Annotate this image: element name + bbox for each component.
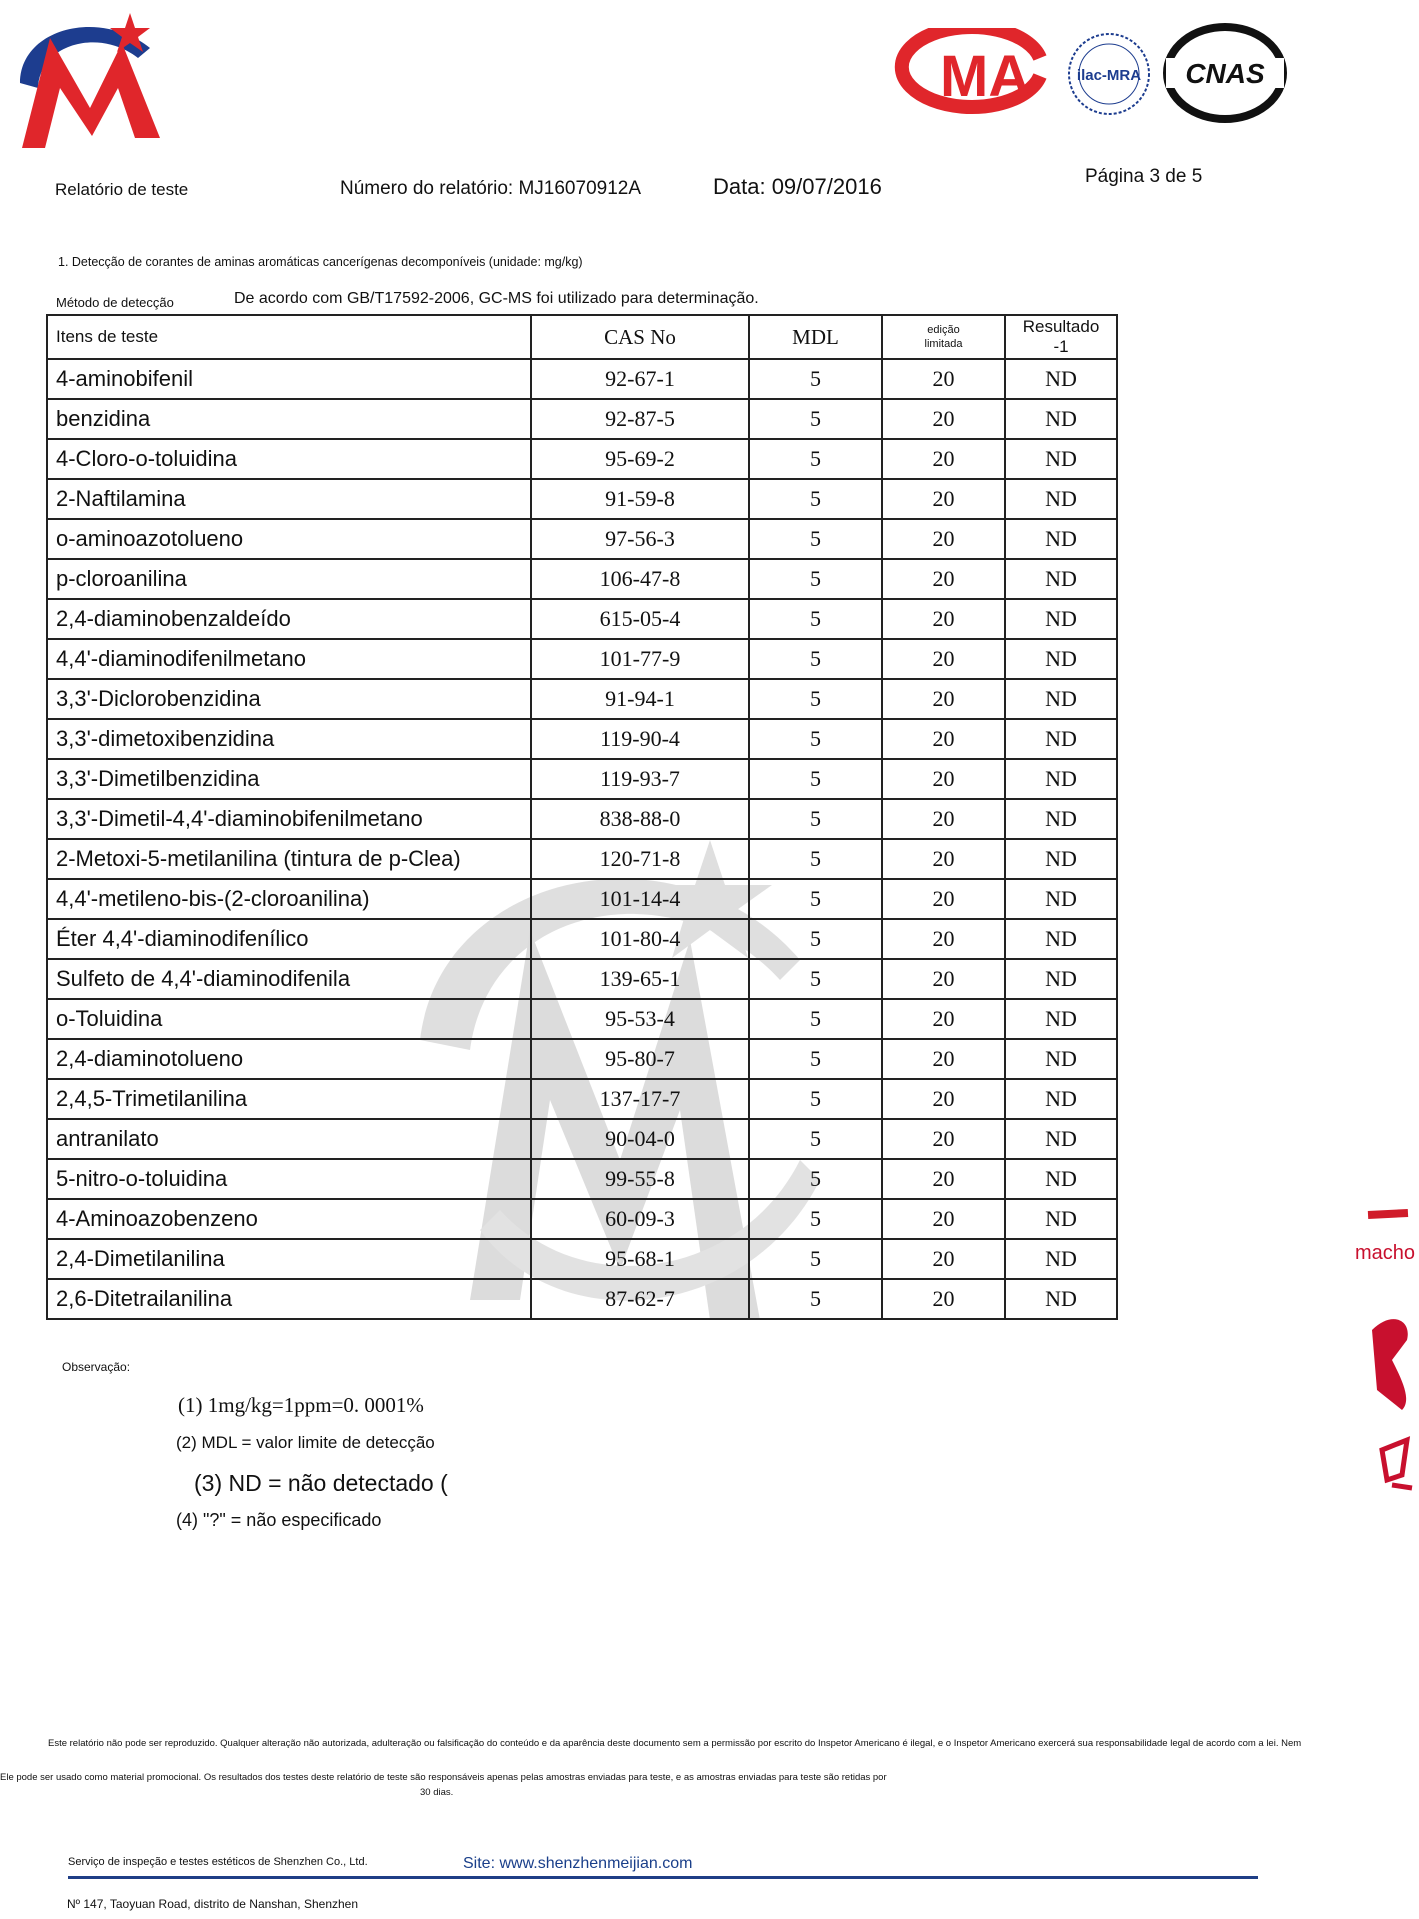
cell-item: 4,4'-diaminodifenilmetano: [47, 639, 531, 679]
footer-divider: [68, 1876, 1258, 1879]
cell-result: ND: [1005, 999, 1117, 1039]
cell-mdl: 5: [749, 1159, 882, 1199]
cell-mdl: 5: [749, 639, 882, 679]
cell-item: 2,4-diaminotolueno: [47, 1039, 531, 1079]
cell-result: ND: [1005, 1239, 1117, 1279]
cell-mdl: 5: [749, 1239, 882, 1279]
cell-mdl: 5: [749, 719, 882, 759]
cell-result: ND: [1005, 439, 1117, 479]
cell-cas: 95-53-4: [531, 999, 749, 1039]
cell-result: ND: [1005, 959, 1117, 999]
cell-item: 3,3'-dimetoxibenzidina: [47, 719, 531, 759]
cell-item: antranilato: [47, 1119, 531, 1159]
seal-stamp-fragment: [1362, 1300, 1419, 1500]
table-row: [47, 799, 1117, 839]
cell-limit: 20: [882, 799, 1005, 839]
header-result: Resultado -1: [1005, 315, 1117, 359]
cell-cas: 95-68-1: [531, 1239, 749, 1279]
cell-limit: 20: [882, 1279, 1005, 1319]
cell-mdl: 5: [749, 1119, 882, 1159]
cell-cas: 91-94-1: [531, 679, 749, 719]
cell-cas: 95-80-7: [531, 1039, 749, 1079]
cell-result: ND: [1005, 1119, 1117, 1159]
table-row: [47, 1199, 1117, 1239]
cell-cas: 137-17-7: [531, 1079, 749, 1119]
table-row: [47, 359, 1117, 399]
cell-result: ND: [1005, 399, 1117, 439]
cell-item: 4-aminobifenil: [47, 359, 531, 399]
table-row: [47, 679, 1117, 719]
company-logo: [10, 8, 175, 158]
cell-mdl: 5: [749, 679, 882, 719]
method-label: Método de detecção: [56, 295, 174, 310]
cell-cas: 139-65-1: [531, 959, 749, 999]
method-value: De acordo com GB/T17592-2006, GC-MS foi utilizado para determinação.: [234, 290, 759, 307]
cell-mdl: 5: [749, 559, 882, 599]
cell-result: ND: [1005, 479, 1117, 519]
report-date: Data: 09/07/2016: [713, 174, 882, 199]
table-row: [47, 999, 1117, 1039]
report-number: Número do relatório: MJ16070912A: [340, 178, 642, 199]
table-row: [47, 1079, 1117, 1119]
table-row: [47, 1039, 1117, 1079]
cell-limit: 20: [882, 1239, 1005, 1279]
cell-limit: 20: [882, 839, 1005, 879]
cell-cas: 92-67-1: [531, 359, 749, 399]
section-title: 1. Detecção de corantes de aminas aromáticas cancerígenas decomponíveis (unidade: mg/kg): [58, 255, 583, 269]
cell-cas: 106-47-8: [531, 559, 749, 599]
cell-result: ND: [1005, 639, 1117, 679]
table-row: [47, 719, 1117, 759]
cell-result: ND: [1005, 879, 1117, 919]
cell-item: 4-Aminoazobenzeno: [47, 1199, 531, 1239]
table-row: [47, 559, 1117, 599]
cell-limit: 20: [882, 519, 1005, 559]
cell-limit: 20: [882, 999, 1005, 1039]
cell-cas: 101-14-4: [531, 879, 749, 919]
cell-mdl: 5: [749, 599, 882, 639]
cell-cas: 615-05-4: [531, 599, 749, 639]
header-limit-line2: limitada: [924, 338, 963, 350]
note-1: (1) 1mg/kg=1ppm=0. 0001%: [178, 1393, 424, 1417]
cnas-logo: [1160, 20, 1290, 126]
cell-cas: 95-69-2: [531, 439, 749, 479]
cell-item: Éter 4,4'-diaminodifenílico: [47, 919, 531, 959]
cell-mdl: 5: [749, 959, 882, 999]
table-row: [47, 1239, 1117, 1279]
cell-item: 4-Cloro-o-toluidina: [47, 439, 531, 479]
cell-limit: 20: [882, 479, 1005, 519]
cell-cas: 90-04-0: [531, 1119, 749, 1159]
cell-result: ND: [1005, 759, 1117, 799]
cell-cas: 97-56-3: [531, 519, 749, 559]
table-row: [47, 639, 1117, 679]
cell-item: 3,3'-Dimetilbenzidina: [47, 759, 531, 799]
cell-cas: 119-93-7: [531, 759, 749, 799]
cell-result: ND: [1005, 359, 1117, 399]
header-limit: [882, 315, 1005, 359]
table-row: [47, 1119, 1117, 1159]
table-row: [47, 399, 1117, 439]
cell-item: 2,6-Ditetrailanilina: [47, 1279, 531, 1319]
cell-result: ND: [1005, 1039, 1117, 1079]
note-2: (2) MDL = valor limite de detecção: [176, 1433, 435, 1452]
cell-mdl: 5: [749, 799, 882, 839]
cell-cas: 99-55-8: [531, 1159, 749, 1199]
table-row: [47, 479, 1117, 519]
cell-result: ND: [1005, 1279, 1117, 1319]
results-table: [46, 314, 1118, 1310]
cell-result: ND: [1005, 1199, 1117, 1239]
table-row: [47, 519, 1117, 559]
cell-result: ND: [1005, 679, 1117, 719]
cell-result: ND: [1005, 1079, 1117, 1119]
svg-text:CNAS: CNAS: [1185, 58, 1265, 89]
ilac-mra-logo: [1065, 30, 1153, 118]
cell-limit: 20: [882, 919, 1005, 959]
cell-limit: 20: [882, 1159, 1005, 1199]
cell-mdl: 5: [749, 439, 882, 479]
cell-limit: 20: [882, 759, 1005, 799]
cell-cas: 119-90-4: [531, 719, 749, 759]
cell-mdl: 5: [749, 759, 882, 799]
disclaimer-line-2: Ele pode ser usado como material promocional. Os resultados dos testes deste relatório de teste são responsáveis apenas pelas amostras enviadas para teste, e as amostras enviadas para teste são retidas por: [0, 1772, 887, 1783]
cell-mdl: 5: [749, 839, 882, 879]
cma-certification-logo: [890, 28, 1058, 124]
cell-mdl: 5: [749, 399, 882, 439]
cell-item: 2-Naftilamina: [47, 479, 531, 519]
cell-item: 2-Metoxi-5-metilanilina (tintura de p-Clea): [47, 839, 531, 879]
header-item: Itens de teste: [47, 315, 531, 359]
table-row: [47, 1279, 1117, 1319]
svg-text:ilac-MRA: ilac-MRA: [1076, 67, 1142, 84]
cell-mdl: 5: [749, 919, 882, 959]
cell-limit: 20: [882, 1119, 1005, 1159]
cell-mdl: 5: [749, 1079, 882, 1119]
cell-mdl: 5: [749, 479, 882, 519]
cell-limit: 20: [882, 1079, 1005, 1119]
table-row: [47, 919, 1117, 959]
cell-result: ND: [1005, 1159, 1117, 1199]
cell-limit: 20: [882, 359, 1005, 399]
table-row: [47, 759, 1117, 799]
cell-mdl: 5: [749, 1279, 882, 1319]
cell-limit: 20: [882, 559, 1005, 599]
disclaimer-line-1: Este relatório não pode ser reproduzido. Qualquer alteração não autorizada, adulteração ou falsificação do conteúdo e da aparência deste documento sem a permissão por escrito do Inspetor Americano é ilegal, e o Inspetor Americano exercerá sua responsabilidade legal de acordo com a lei. Nem: [48, 1738, 1302, 1749]
cell-limit: 20: [882, 879, 1005, 919]
cell-mdl: 5: [749, 359, 882, 399]
table-header-row: [47, 315, 1117, 359]
header-cas: CAS No: [531, 315, 749, 359]
footer-site-link[interactable]: Site: www.shenzhenmeijian.com: [463, 1855, 693, 1872]
table-row: [47, 959, 1117, 999]
notes-label: Observação:: [62, 1360, 131, 1374]
cell-item: 3,3'-Diclorobenzidina: [47, 679, 531, 719]
report-label: Relatório de teste: [55, 180, 189, 199]
footer-company: Serviço de inspeção e testes estéticos de Shenzhen Co., Ltd.: [68, 1856, 368, 1868]
cell-item: benzidina: [47, 399, 531, 439]
cell-result: ND: [1005, 599, 1117, 639]
cell-cas: 120-71-8: [531, 839, 749, 879]
cell-limit: 20: [882, 1039, 1005, 1079]
footer-address: Nº 147, Taoyuan Road, distrito de Nanshan, Shenzhen: [67, 1897, 359, 1911]
header-limit-line1: edição: [927, 324, 960, 336]
cell-limit: 20: [882, 599, 1005, 639]
cell-mdl: 5: [749, 519, 882, 559]
cell-result: ND: [1005, 559, 1117, 599]
cell-item: o-aminoazotolueno: [47, 519, 531, 559]
table-row: [47, 879, 1117, 919]
cell-mdl: 5: [749, 879, 882, 919]
note-3: (3) ND = não detectado (: [194, 1470, 448, 1496]
cell-result: ND: [1005, 799, 1117, 839]
cell-limit: 20: [882, 679, 1005, 719]
cell-item: 2,4-diaminobenzaldeído: [47, 599, 531, 639]
table-row: [47, 1159, 1117, 1199]
cell-cas: 91-59-8: [531, 479, 749, 519]
cell-result: ND: [1005, 839, 1117, 879]
cell-cas: 838-88-0: [531, 799, 749, 839]
cell-mdl: 5: [749, 1199, 882, 1239]
cell-item: 4,4'-metileno-bis-(2-cloroanilina): [47, 879, 531, 919]
cell-limit: 20: [882, 1199, 1005, 1239]
cell-mdl: 5: [749, 999, 882, 1039]
cell-result: ND: [1005, 519, 1117, 559]
cell-limit: 20: [882, 959, 1005, 999]
table-row: [47, 599, 1117, 639]
cell-mdl: 5: [749, 1039, 882, 1079]
cell-limit: 20: [882, 719, 1005, 759]
cell-cas: 101-80-4: [531, 919, 749, 959]
stamp-text: macho: [1355, 1242, 1416, 1264]
cell-item: 5-nitro-o-toluidina: [47, 1159, 531, 1199]
cell-limit: 20: [882, 439, 1005, 479]
svg-text:MA: MA: [940, 44, 1031, 109]
note-4: (4) "?" = não especificado: [176, 1510, 382, 1530]
cell-cas: 60-09-3: [531, 1199, 749, 1239]
table-row: [47, 439, 1117, 479]
cell-item: 2,4,5-Trimetilanilina: [47, 1079, 531, 1119]
cell-item: p-cloroanilina: [47, 559, 531, 599]
page-number: Página 3 de 5: [1085, 166, 1203, 187]
stamp-bar: [1368, 1209, 1408, 1219]
cell-cas: 101-77-9: [531, 639, 749, 679]
cell-result: ND: [1005, 919, 1117, 959]
cell-item: Sulfeto de 4,4'-diaminodifenila: [47, 959, 531, 999]
cell-result: ND: [1005, 719, 1117, 759]
cell-limit: 20: [882, 399, 1005, 439]
disclaimer-line-3: 30 dias.: [420, 1787, 454, 1798]
cell-item: o-Toluidina: [47, 999, 531, 1039]
table-row: [47, 839, 1117, 879]
cell-item: 2,4-Dimetilanilina: [47, 1239, 531, 1279]
cell-limit: 20: [882, 639, 1005, 679]
cell-cas: 87-62-7: [531, 1279, 749, 1319]
cell-item: 3,3'-Dimetil-4,4'-diaminobifenilmetano: [47, 799, 531, 839]
cell-cas: 92-87-5: [531, 399, 749, 439]
header-mdl: MDL: [749, 315, 882, 359]
